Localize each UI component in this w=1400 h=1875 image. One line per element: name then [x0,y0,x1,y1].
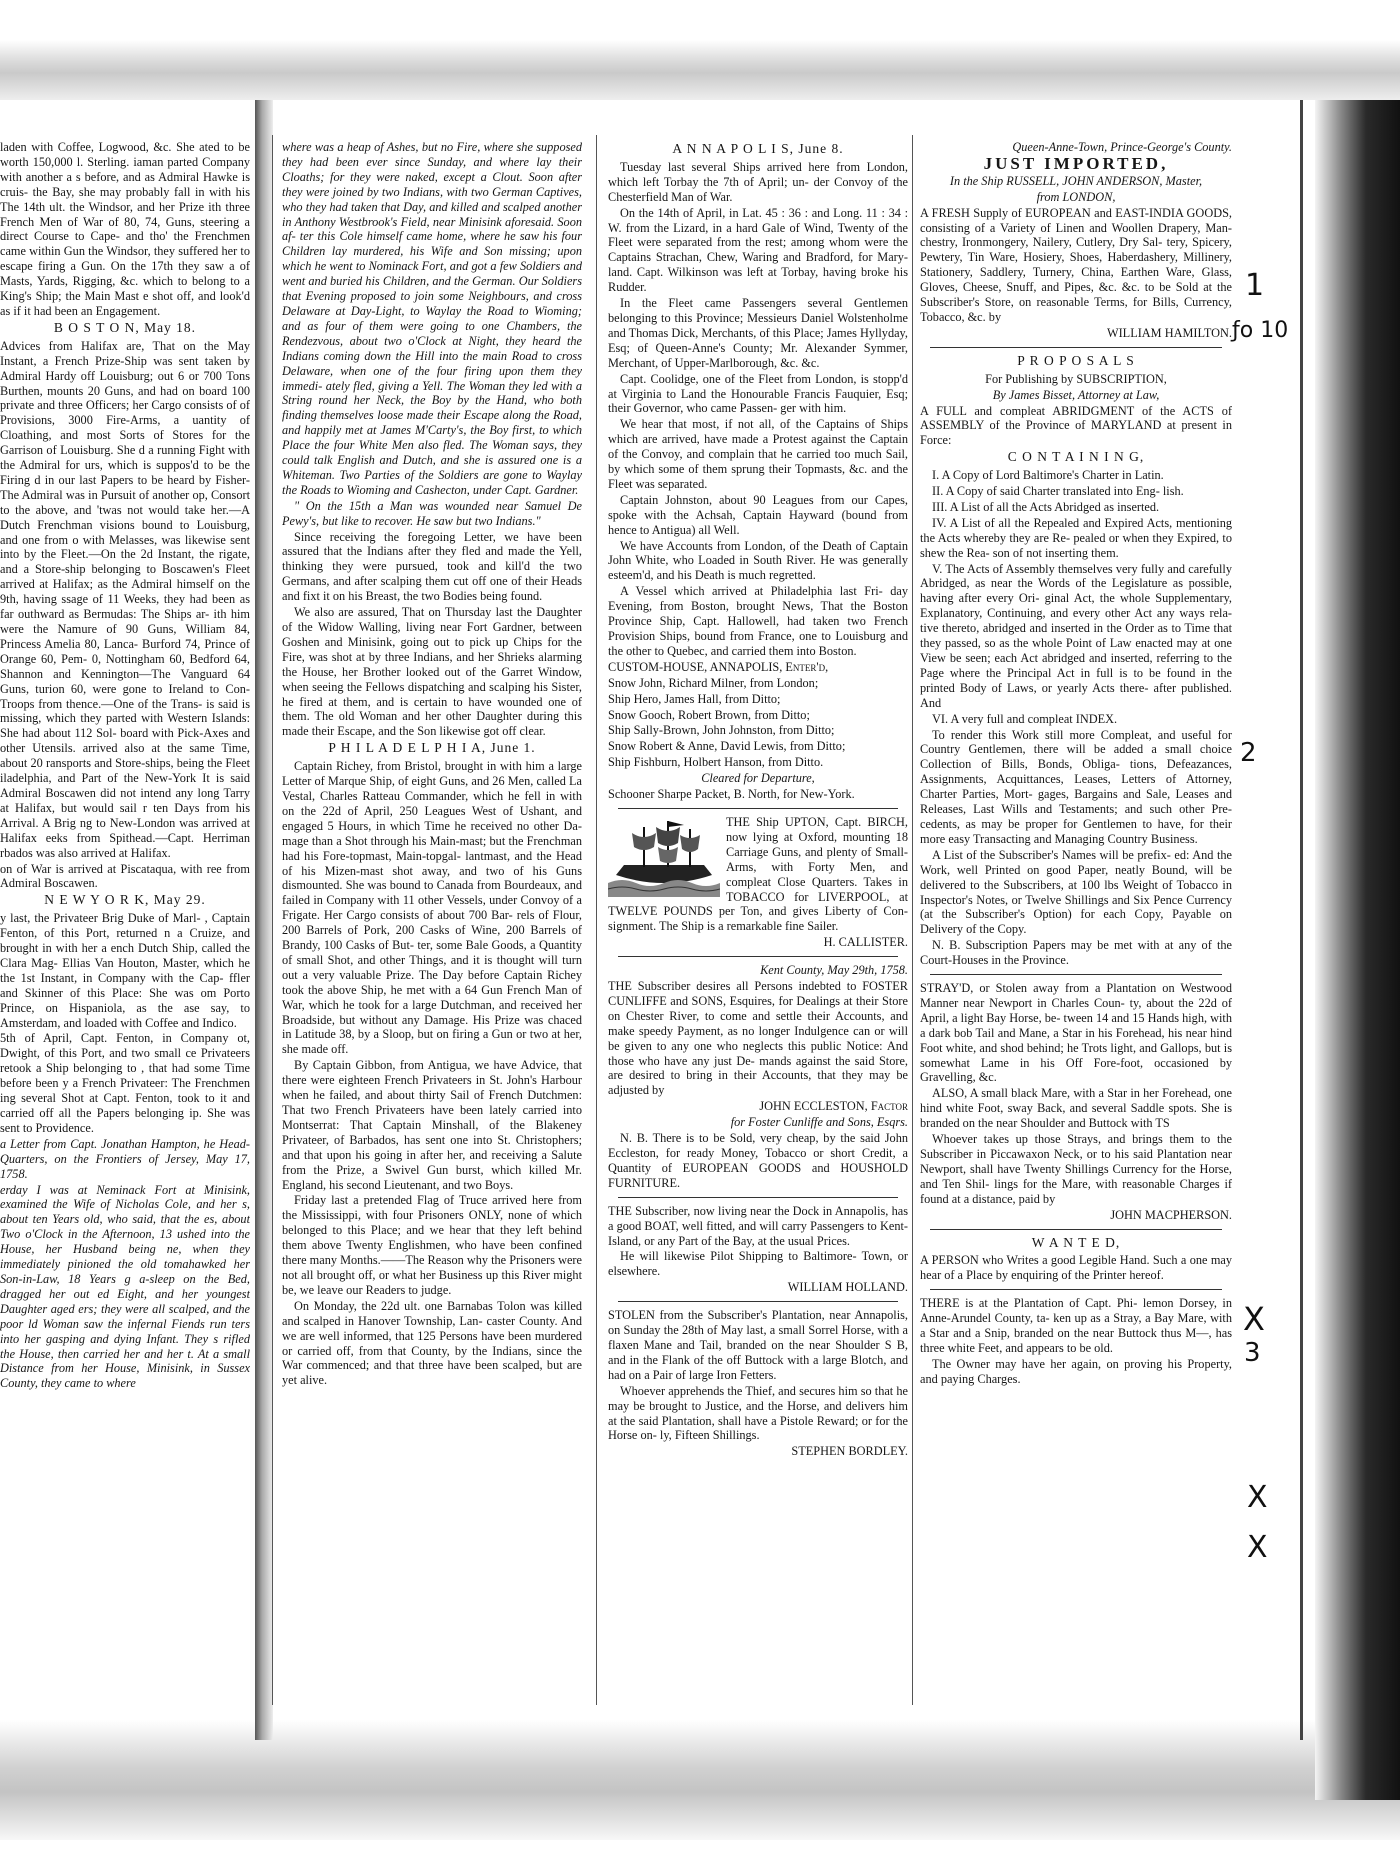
strayd-ad-text: ALSO, A small black Mare, with a Star in her Forehead, one hind white Foot, sway Back, and several Saddle spots. She is branded on the near Shoulder and Buttock with TS [920,1086,1232,1131]
stolen-ad-text: Whoever apprehends the Thief, and secures him so that he may be brought to Justice, and the Horse, and delivers him at the said Plantation, shall have a Pistole Reward; or for the Horse on- ly, Fifteen Shillings. [608,1383,908,1443]
news-paragraph: Friday last a pretended Flag of Truce arrived here from the Mississippi, with four Prisoners ONLY, none of which belonged to this Place; and we hear that they left behind them above Twenty Englishmen, who have been confined there many Months.——The Reason why the Prisoners were not all brought off, or what her Business up this River might be, we leave our Readers to judge. [282,1193,582,1297]
divider [930,347,1222,348]
column-2 [282,140,582,1389]
kent-ad-nb: N. B. There is to be Sold, very cheap, by the said John Eccleston, for ready Money, Tobacco or short Credit, a Quantity of EUROPEAN GOODS and HOUSHOLD FURNITURE. [608,1131,908,1190]
customs-entry: Snow Gooch, Robert Brown, from Ditto; [608,707,810,722]
news-paragraph: on of War is arrived at Piscataqua, with ree from Admiral Boscawen. [0,861,250,891]
cleared-entry: Schooner Sharpe Packet, B. North, for New-York. [608,787,855,802]
wanted-heading: W A N T E D, [1031,1234,1121,1250]
proposal-item: VI. A very full and compleat INDEX. [932,711,1118,726]
proposal-item: A List of the Subscriber's Names will be prefix- ed: And the Work, well Printed on good Paper, neatly Bound, will be delivered to the Subscribers, at 100 lbs Weight of Tobacco in Inspector's Notes, or Twelve Shillings and Six Pence Currency (at the Subscriber's Option) for each Copy, Payable on Delivery of the Copy. [920,847,1232,937]
news-paragraph: We also are assured, That on Thursday last the Daughter of the Widow Walling, living near Fort Gardner, between Goshen and Minisink, going out to pick up Chips for the Fire, was shot at by three Indians, and her Shrieks alarming the House, her Brother looked out of the Garret Window, when seeing the Fellows dispatching and scalping his Sister, he fired at them, and is certain to have wounded one of them. The old Woman and her other Daughter during this made their Escape, and the Son likewise got off clear. [282,605,582,739]
news-paragraph: A Vessel which arrived at Philadelphia last Fri- day Evening, from Boston, brought News, That the Boston Province Ship, Capt. Hallowell, had taken two French Provision Ships, bound from France, one to Louisburg and the other to Quebec, and carried them into Boston. [608,584,908,658]
book-edge [1315,100,1400,1800]
containing-heading: C O N T A I N I N G, [1007,449,1145,465]
dateline-annapolis: A N N A P O L I S, June 8. [672,141,844,156]
proposal-item: I. A Copy of Lord Baltimore's Charter in Latin. [932,468,1164,483]
divider [618,1197,898,1198]
divider [930,1229,1222,1230]
news-paragraph: In the Fleet came Passengers several Gentlemen belonging to this Province; Messieurs Daniel Wolstenholme and Thomas Dick, Merchants, of this Place; James Hyllyday, Esq; of Queen-Anne's County; Mr. Alexander Symmer, Merchant, of Upper-Marlborough, &c. &c. [608,296,908,370]
news-paragraph: Since receiving the foregoing Letter, we have been assured that the Indians after they fled and made the Yell, thinking they were pursued, took and kill'd the two Germans, and after scalping them cut off one of their Heads and fixt it on his Breast, the two Bodies being found. [282,529,582,604]
divider [930,1289,1222,1290]
news-paragraph: Captain Johnston, about 90 Leagues from our Capes, spoke with the Achsah, Captain Hayward (bound from hence to Antigua) all Well. [608,492,908,537]
cleared-heading: Cleared for Departure, [701,771,815,786]
dateline-philadelphia: P H I L A D E L P H I A, June 1. [328,740,536,756]
strayd-ad-text: STRAY'D, or Stolen away from a Plantation on Westwood Manner near Newport in Charles Coun- ty, about the 22d of April, a light Bay Horse, be- tween 14 and 15 Hands high, with a dark bob Tail and Mane, a Star in his Forehead, his near hind Foot white, and shod behind; he Trots light, and Gallops, but is somewhat Lame in his Off Fore-foot, occasioned by Gravelling, &c. [920,981,1232,1085]
divider [618,1301,898,1302]
strayd-ad-text: Whoever takes up those Strays, and brings them to the Subscriber in Piccawaxon Neck, or to his said Plantation near Newport, shall have Twenty Shillings Currency for the Horse, and Ten Shil- lings for the Mare, with reasonable Charges if found at a distance, paid by [920,1132,1232,1206]
news-paragraph: We hear that most, if not all, of the Captains of Ships which are arrived, have made a Protest against the Captain of the Convoy, and complain that he carried too much Sail, by which some of them sprung their Topmasts, &c. and the Fleet was separated. [608,417,908,491]
ad-place: Queen-Anne-Town, Prince-George's County. [1012,140,1232,154]
dateline-boston: B O S T O N, May 18. [53,319,197,335]
letter-text: " On the 15th a Man was wounded near Samuel De Pewy's, but like to recover. He saw but two Indians." [282,498,582,528]
ship-woodcut-icon [608,817,720,897]
kent-ad-text: THE Subscriber desires all Persons indebted to FOSTER CUNLIFFE and SONS, Esquires, for Dealings at their Store on Chester River, to come and settle their Accounts, and make speedy Payment, as no longer Indulgence can or will be given to any one who neglects this public Notice: And those who have any just De- mands against the said Store, are desired to bring in their Accounts, that they may be adjusted by [608,979,908,1098]
column-rule [272,135,273,1705]
divider [618,956,898,957]
scan-shadow-bottom [0,1720,1400,1840]
scan-shadow-top [0,40,1400,100]
stray-mare-ad-text: The Owner may have her again, on proving his Property, and paying Charges. [920,1356,1232,1386]
customs-entry: Ship Hero, James Hall, from Ditto; [608,691,781,706]
column-4 [920,140,1232,1388]
proposal-item: II. A Copy of said Charter translated into Eng- lish. [932,484,1184,499]
boat-ad-text: He will likewise Pilot Shipping to Baltimore- Town, or elsewhere. [608,1249,908,1279]
page-edge [1300,100,1303,1740]
stolen-ad-signature: STEPHEN BORDLEY. [791,1444,908,1459]
fresh-supply-signature: WILLIAM HAMILTON. [1106,325,1232,340]
ad-ship-line: In the Ship RUSSELL, JOHN ANDERSON, Master, [949,173,1203,188]
fresh-supply-text: A FRESH Supply of EUROPEAN and EAST-INDIA GOODS, consisting of a Variety of Linen and Woollen Drapery, Man- chestry, Ironmongery, Nailery, Cutlery, Dry Sal- tery, Spicery, Pewtery, Tin Ware, Hosiery, Shoes, Haberdashery, Millinery, Stationery, Saddlery, Turnery, China, Earthen Ware, Glass, Gloves, Cheese, Snuff, and Pipes, &c. &c. to be Sold at the Subscriber's Store, on reasonable Terms, for Bills, Currency, Tobacco, &c. by [920,205,1232,324]
news-paragraph: 5th of April, Capt. Fenton, in Company ot, Dwight, of this Port, and two small ce Privateers retook a Ship belonging to , that had some Time before been y a French Privateer: The Frenchmen ing several Shot at Capt. Fenton, took to it and carried off all the Papers belonging ip. She was sent to Providence. [0,1031,250,1135]
proposal-item: N. B. Subscription Papers may be met with at any of the Court-Houses in the Province. [920,938,1232,968]
news-paragraph: Advices from Halifax are, That on the May Instant, a French Prize-Ship was sent taken by Admiral Hardy off Louisburg; out 6 or 700 Tons Burthen, mounts 20 Guns, and had on board 100 private and three Officers; her Cargo consists of of Provisions, 3000 Fire-Arms, a uantity of Cloathing, and most Sorts of Stores for the Garrison of Louisburg. She d a running Fight with the Admiral for urs, which is suppos'd to be the Firing d in our last Papers to be heard by Fisher- The Admiral was in Pursuit of another op, Consort to the above, and 'twas not would take her.—A Dutch Frenchman visions bound to Louisburg, and one from o with Melasses, was likewise sent into by the Fleet.—On the 2d Instant, the rigate, and a Store-ship belonging to Boscawen's Fleet arrived at Halifax; as the Admiral himself on the 9th, having ssage of 11 Weeks, they had been as far outhward as Bermudas: The Ships ar- ith him were the Namure of 90 Guns, William 84, Princess Amelia 80, Lanca- Burford 74, Prince of Orange 60, Pem- 0, Nottingham 60, Bedford 64, Shannon and Kennington—The Vanguard 64 Guns, turion 60, were gone to Ireland to Con- Troops from thence.—One of the Trans- is said is missing, which they parted with Western Islands: She had about 112 Sol- board with Pick-Axes and other Utensils. arrived also at the same Time, about 20 ransports and Store-ships, being the Fleet iladelphia, and Part of the New-York It is said Admiral Boscawen did not intend any long Tarry at Halifax, but would sail r ten Days from his Arrival. A Brig ng to New-London was arrived at Halifax eeks from Spithead.—Capt. Herriman rbados was also arrived at Halifax. [0,338,250,860]
handwritten-mark: X [1243,1300,1265,1338]
proposal-item: To render this Work still more Compleat, and useful for Country Gentlemen, there will be added a small choice Collection of Bills, Bonds, Obliga- tions, Defeazances, Assignments, Acquittances, Leases, Letters of Attorney, Charter Parties, Mort- gages, Bargains and Sale, Leases and Releases, Last Wills and Testaments; and such other Pre- cedents, as may be proper for Gentlemen to have, for their more easy Transacting and Managing Country Business. [920,727,1232,846]
proposal-item: IV. A List of all the Repealed and Expired Acts, mentioning the Acts whereby they are Re- pealed or when they Expired, to shew the Rea- son of not inserting them. [920,515,1232,560]
just-imported-heading: JUST IMPORTED, [983,153,1169,173]
divider [618,808,898,809]
customs-heading: CUSTOM-HOUSE, ANNAPOLIS, Enter'd, [608,659,829,674]
column-3 [608,140,908,1460]
stolen-ad-text: STOLEN from the Subscriber's Plantation, near Annapolis, on Sunday the 28th of May last, a small Sorrel Horse, with a flaxen Mane and Tail, branded on the near Shoulder S B, and in the Flank of the off Buttock with a large Blotch, and had on a Pair of large Iron Fetters. [608,1308,908,1382]
customs-entry: Snow John, Richard Milner, from London; [608,675,819,690]
wanted-ad-text: A PERSON who Writes a good Legible Hand. Such a one may hear of a Place by enquiring of the Printer hereof. [920,1253,1232,1283]
handwritten-mark: X [1247,1480,1268,1515]
ship-ad-text: THE Ship UPTON, Capt. BIRCH, now lying at Oxford, mounting 18 Carriage Guns, and plenty of Small-Arms, with Forty Men, and compleat Close Quarters. Takes in TOBACCO for LIVERPOOL, at TWELVE POUNDS per Ton, and gives Liberty of Con- signment. The Ship is a remarkable fine Sailer. [608,814,908,934]
proposals-author: By James Bisset, Attorney at Law, [992,387,1160,402]
news-paragraph: By Captain Gibbon, from Antigua, we have Advice, that there were eighteen French Privateers in St. John's Harbour when he failed, and about thirty Sail of French Dutchmen: That two French Privateers have been lately carried into Montserrat: That Captain Minshall, of the Blakeney Privateer, of Barbados, has sent one into St. Christophers; and that upon his going in after her, and receiving a Salute from the Prize, a Swivel Gun burst, which killed Mr. England, his second Lieutenant, and two Boys. [282,1058,582,1192]
stray-mare-ad-text: THERE is at the Plantation of Capt. Phi- lemon Dorsey, in Anne-Arundel County, ta- ken up as a Stray, a Bay Mare, with a Star and a Snip, branded on the near Buttock thus M—, has three white Feet, and appears to be old. [920,1296,1232,1355]
book-gutter [255,100,273,1740]
column-rule [912,135,913,1705]
kent-dateline: Kent County, May 29th, 1758. [760,963,908,978]
dateline-new-york: N E W Y O R K, May 29. [44,892,206,908]
strayd-ad-signature: JOHN MACPHERSON. [1110,1207,1232,1222]
ad-from-line: from LONDON, [1036,189,1116,204]
handwritten-mark: 2 [1240,738,1257,768]
letter-text: where was a heap of Ashes, but no Fire, where she supposed they had been ever since Sunday, and where lay their Cloaths; for they were naked, except a Clout. Soon after they were joined by two Indians, with two German Captives, who they had taken that Day, and killed and scalped another in Anthony Westbrook's Field, near Minisink aforesaid. Soon af- ter this Cole himself came home, where he saw his four Children lay murdered, his Wife and Son missing; upon which he went to Nominack Fort, and got a few Soldiers and went and buried his Children, and the German. Our Soldiers that Evening proposed to join some Neighbours, and cross Delaware at Day-Light, to Waylay the Road to Wioming; and as four of them were going to one Chambers, the Rendezvous, about two o'Clock at Night, they heard the Indians coming down the Hill into the main Road to cross Delaware, when one of the four firing upon them they immedi- ately fled, giving a Yell. The Woman they led with a String round her Neck, the Boy by the Hand, who both finding themselves loose made their Escape along the Road, and happily met at James M'Carty's, the Boy first, to which Place the four White Men also fled. The Woman says, they could talk English and Dutch, and she is assured one is a Whiteman. Two Parties of the Soldiers are gone to Waylay the Roads to Wioming and Cashecton, under Capt. Gardner. [282,140,582,497]
customs-entry: Ship Fishburn, Holbert Hanson, from Ditto. [608,755,824,770]
handwritten-mark: 1 [1245,268,1265,303]
news-paragraph: We have Accounts from London, of the Death of Captain John White, who Loaded in South River. He was generally esteem'd, and his Death is much regretted. [608,538,908,583]
proposals-subheading: For Publishing by SUBSCRIPTION, [985,371,1167,386]
news-paragraph: Capt. Coolidge, one of the Fleet from London, is stopp'd at Virginia to Land the Honourable Francis Fauquier, Esq; their Governor, who came Passen- ger with him. [608,371,908,416]
column-rule [596,135,597,1705]
divider [930,974,1222,975]
handwritten-mark: ƒo 10 [1232,318,1289,343]
news-paragraph: On Monday, the 22d ult. one Barnabas Tolon was killed and scalped in Hanover Township, Lan- caster County. And we are well informed, that 125 Persons have been murdered or carried off, from that County, by the Indians, since the War commenced; and that three have been scalped, but are yet alive. [282,1298,582,1388]
ship-ad-signature: H. CALLISTER. [823,935,908,950]
proposal-item: V. The Acts of Assembly themselves very fully and carefully Abridged, as near the Words of the Legislature as possible, having after every Ori- ginal Act, the whole Supplementary, Explanatory, Continuing, and every other Act any ways rela- tive thereto, abridged and inserted in the Order as to Time that they passed, so as the whole Point of Law enacted may at one View be seen; each Act abridged and inserted, referring to the Page where the Principal Act in full is to be found in the printed Body of Laws, or yearly Acts there- after published. And [920,561,1232,710]
column-1 [0,140,250,1392]
boat-ad-text: THE Subscriber, now living near the Dock in Annapolis, has a good BOAT, well fitted, and will carry Passengers to Kent-Island, or any Part of the Bay, at the usual Prices. [608,1203,908,1248]
customs-entry: Snow Robert & Anne, David Lewis, from Ditto; [608,739,846,754]
letter-text: erday I was at Neminack Fort at Minisink, examined the Wife of Nicholas Cole, and her s, about ten Years old, who said, that the es, about Two o'Clock in the Afternoon, 13 ushed into the House, her Husband being ne, when they immediately pinioned the old tomahawked her Son-in-Law, 18 Years g a-sleep on the Bed, dragged her out ed Eight, and her youngest Daughter aged ers; they were all scalped, and the poor ld Woman saw the infernal Fiends run ters into her gasping and dying Infant. They s rifled the House, then carried her and her t. At a small Distance from her House, Minisink, in Sussex County, they came to where [0,1182,250,1391]
letter-heading: a Letter from Capt. Jonathan Hampton, he Head-Quarters, on the Frontiers of Jersey, May 17, 1758. [0,1136,250,1181]
abridgment-text: A FULL and compleat ABRIDGMENT of the ACTS of ASSEMBLY of the Province of MARYLAND at present in Force: [920,403,1232,448]
news-paragraph: y last, the Privateer Brig Duke of Marl- , Captain Fenton, of this Port, returned n a Cruize, and brought in with her a ench Dutch Ship, called the Clara Mag- Ellias Van Houton, Master, which he the 1st Instant, in Company with the Cap- ffler and Skinner of this Place: She was om Porto Prince, on Hispaniola, as the ase say, to Amsterdam, and loaded with Coffee and Indico. [0,911,250,1030]
news-paragraph: laden with Coffee, Logwood, &c. She ated to be worth 150,000 l. Sterling. iaman parted Company with another a s before, and as Admiral Hawke is cruis- the Bay, she may probably fall in with his The 14th ult. the Windsor, and her Prize ith three French Men of War of 80, 74, Guns, steering a direct Course to Cape- and tho' the Frenchmen came within Gun the Windsor, they suffered her to escape firing a Gun. On the 17th they saw a of Masts, Yards, Rigging, &c. which to belong to a King's Ship; the Main Mast e shot off, and look'd as if it had been an Engagement. [0,140,250,318]
ship-advertisement [608,815,908,935]
proposal-item: III. A List of all the Acts Abridged as inserted. [932,499,1160,514]
customs-entry: Ship Sally-Brown, John Johnston, from Ditto; [608,723,835,738]
news-paragraph: Captain Richey, from Bristol, brought in with him a large Letter of Marque Ship, of eight Guns, and 26 Men, called La Vestal, Charles Ratteau Commander, which he fell in with on the 22d of April, 250 Leagues West of Ushant, and engaged 5 Hours, in which Time he received no other Da- mage than a Shot through his Main-mast; but the Frenchman had his Fore-topmast, Main-topgal- lantmast, and the Head of his Mizen-mast shot away, and two of his Guns dismounted. She was bound to Canada from Bourdeaux, and failed in Company with 11 other Vessels, under Convoy of a Frigate. Her Cargo consists of about 700 Bar- rels of Flour, 200 Barrels of Pork, 200 Casks of Wine, 200 Barrels of Brandy, 100 Casks of But- ter, some Bale Goods, a Quantity of small Shot, and other Things, and it is thought will turn out a very valuable Prize. The Day before Captain Richey took the above Ship, he met with a 64 Gun French Man of War, which he took for a large Dutchman, and received her Broadside, but without any Damage. His Prize was chaced in Latitude 38, by a Sloop, but on firing a Gun or two at her, she made off. [282,759,582,1057]
news-paragraph: On the 14th of April, in Lat. 45 : 36 : and Long. 11 : 34 : W. from the Lizard, in a hard Gale of Wind, Twenty of the Fleet were separated from the rest; among whom were the Captains Strachan, Chew, Waring and Bradford, for Mary- land. Capt. Wilkinson was left at Torbay, having broke his Rudder. [608,205,908,295]
boat-ad-signature: WILLIAM HOLLAND. [787,1280,908,1295]
kent-ad-signature: JOHN ECCLESTON, Factor [759,1099,908,1114]
kent-ad-signature: for Foster Cunliffe and Sons, Esqrs. [730,1115,908,1130]
handwritten-mark: 3 [1244,1338,1261,1368]
proposals-heading: P R O P O S A L S [1017,352,1135,368]
news-paragraph: Tuesday last several Ships arrived here from London, which left Torbay the 7th of April; un- der Convoy of the Chesterfield Man of War. [608,159,908,204]
handwritten-mark: X [1247,1530,1268,1565]
